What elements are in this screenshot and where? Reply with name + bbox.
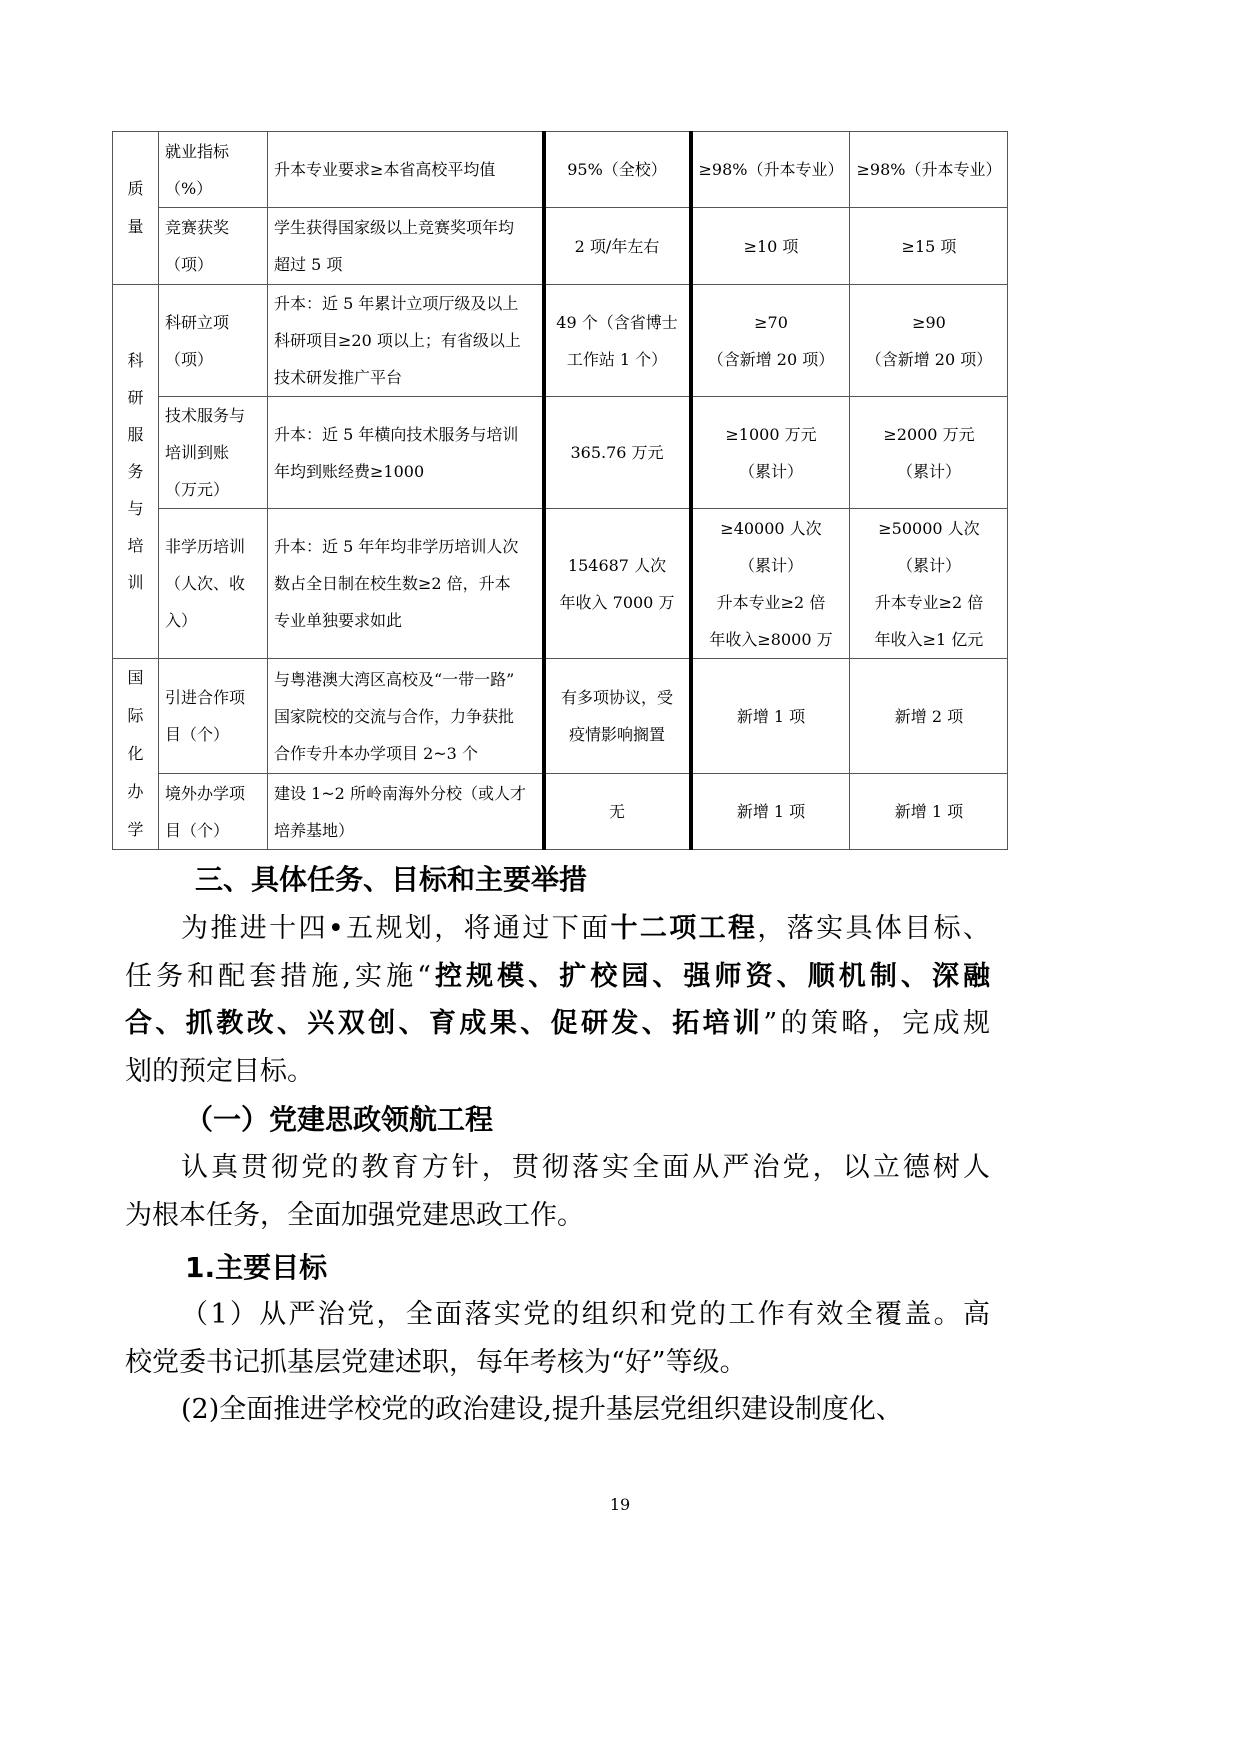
current-value-cell: [544, 132, 691, 208]
indicator-cell: [159, 509, 268, 659]
cell-line: ≥50000 人次: [878, 518, 980, 538]
current-value-cell: [544, 774, 691, 850]
category-cell: [113, 132, 159, 285]
bold-text: 合、抓教改、兴双创、育成果、促研发、拓培训: [125, 1008, 764, 1039]
text-line: [125, 1049, 990, 1088]
cell-line: 数占全日制在校生数≥2 倍，升本: [274, 574, 511, 593]
indicator-cell: [159, 774, 268, 850]
target-1-cell: [691, 509, 850, 659]
cell-line: 境外办学项: [165, 783, 246, 803]
cell-line: 年收入≥8000 万: [709, 629, 833, 649]
cell-line: 新增 1 项: [894, 802, 964, 821]
cell-line: 务: [127, 462, 144, 481]
cell-line: 合作专升本办学项目 2~3 个: [274, 743, 478, 763]
cell-line: 技术服务与: [165, 406, 246, 425]
cell-line: 49 个（含省博士: [556, 312, 678, 332]
cell-line: ≥98%（升本专业）: [856, 160, 1002, 179]
table-row: [113, 774, 1008, 850]
subsection-heading: （一）党建思政领航工程: [185, 1103, 494, 1136]
cell-line: 学生获得国家级以上竞赛奖项年均: [274, 218, 515, 237]
cell-line: 与粤港澳大湾区高校及“一带一路”: [274, 669, 515, 689]
cell-line: 365.76 万元: [570, 443, 664, 462]
cell-line: ≥10 项: [743, 236, 799, 256]
cell-line: ≥98%（升本专业）: [698, 160, 844, 179]
cell-line: 无: [608, 802, 625, 821]
current-value-cell: [544, 509, 691, 659]
bold-text: 十二项工程: [610, 913, 758, 944]
cell-line: 服: [127, 425, 144, 444]
text: 划的预定目标。: [125, 1055, 314, 1087]
table-row: [113, 208, 1008, 285]
cell-line: （累计）: [896, 461, 961, 481]
cell-line: 科研项目≥20 项以上；有省级以上: [274, 331, 521, 350]
requirement-cell: [268, 397, 544, 509]
cell-line: 工作站 1 个）: [566, 349, 668, 369]
table-row: [113, 509, 1008, 659]
target-1-cell: [691, 285, 850, 397]
requirement-cell: [268, 509, 544, 659]
cell-line: 升本专业要求≥本省高校平均值: [274, 160, 496, 179]
target-1-cell: [691, 774, 850, 850]
cell-line: 2 项/年左右: [574, 236, 660, 256]
cell-line: 化: [127, 744, 144, 763]
cell-line: （万元）: [165, 480, 230, 499]
cell-line: 非学历培训: [165, 537, 246, 556]
text-line: 为根本任务，全面加强党建思政工作。: [125, 1199, 584, 1231]
target-2-cell: [850, 285, 1008, 397]
text-line: (2)全面推进学校党的政治建设,提升基层党组织建设制度化、: [181, 1394, 903, 1425]
target-1-cell: [691, 132, 850, 208]
text-line: 校党委书记抓基层党建述职，每年考核为“好”等级。: [125, 1346, 747, 1378]
cell-line: 培训到账: [165, 443, 230, 462]
requirement-cell: [268, 774, 544, 850]
current-value-cell: [544, 285, 691, 397]
cell-line: （项）: [165, 349, 214, 369]
target-2-cell: [850, 132, 1008, 208]
cell-line: 学: [127, 820, 144, 839]
target-1-cell: [691, 397, 850, 509]
current-value-cell: [544, 208, 691, 285]
section-heading: 三、具体任务、目标和主要举措: [195, 863, 588, 896]
target-2-cell: [850, 397, 1008, 509]
indicator-table: [112, 131, 1008, 850]
cell-line: 入）: [165, 611, 198, 630]
indicator-cell: [159, 208, 268, 285]
cell-line: ≥40000 人次: [720, 518, 822, 538]
cell-line: 研: [127, 388, 144, 407]
cell-line: 科研立项: [165, 312, 230, 332]
cell-line: 升本专业≥2 倍: [874, 592, 984, 612]
cell-line: 办: [127, 782, 144, 801]
cell-line: 有多项协议，受: [560, 688, 673, 707]
table-row: [113, 397, 1008, 509]
text: 任务和配套措施,实施“: [125, 960, 431, 992]
target-1-cell: [691, 208, 850, 285]
cell-line: 与: [127, 499, 144, 518]
cell-line: 培: [127, 536, 144, 555]
cell-line: 国家院校的交流与合作，力争获批: [274, 706, 515, 726]
target-2-cell: [850, 659, 1008, 774]
cell-line: 超过 5 项: [274, 255, 343, 274]
cell-line: 升本：近 5 年横向技术服务与培训: [274, 424, 519, 444]
requirement-cell: [268, 208, 544, 285]
cell-line: （含新增 20 项）: [865, 349, 993, 369]
cell-line: 技术研发推广平台: [274, 368, 403, 387]
cell-line: （累计）: [738, 555, 803, 575]
text-line: 认真贯彻党的教育方针，贯彻落实全面从严治党，以立德树人: [181, 1152, 990, 1183]
cell-line: （含新增 20 项）: [707, 349, 835, 369]
indicator-cell: [159, 132, 268, 208]
indicator-cell: [159, 285, 268, 397]
cell-line: 国: [127, 668, 144, 687]
cell-line: 95%（全校）: [567, 160, 667, 179]
cell-line: 目（个）: [165, 725, 230, 744]
category-cell: [113, 285, 159, 659]
cell-line: ≥90: [912, 312, 946, 332]
cell-line: 年均到账经费≥1000: [274, 461, 425, 481]
cell-line: 升本专业≥2 倍: [716, 592, 826, 612]
target-2-cell: [850, 509, 1008, 659]
cell-line: 际: [127, 706, 144, 725]
text-line: [125, 954, 990, 993]
target-2-cell: [850, 208, 1008, 285]
cell-line: 科: [127, 351, 144, 370]
current-value-cell: [544, 397, 691, 509]
text-line: （1）从严治党，全面落实党的组织和党的工作有效全覆盖。高: [181, 1299, 990, 1330]
cell-line: 疫情影响搁置: [568, 725, 665, 744]
cell-line: 升本：近 5 年年均非学历培训人次: [274, 537, 519, 556]
cell-line: 年收入 7000 万: [559, 592, 675, 612]
cell-line: 竞赛获奖: [165, 218, 230, 237]
cell-line: （累计）: [896, 555, 961, 575]
cell-line: 质: [127, 179, 144, 198]
requirement-cell: [268, 132, 544, 208]
cell-line: ≥70: [754, 312, 788, 332]
text-line: [181, 906, 990, 945]
cell-line: 新增 2 项: [894, 706, 964, 726]
indicator-cell: [159, 397, 268, 509]
table-row: [113, 132, 1008, 208]
cell-line: 引进合作项: [165, 688, 246, 707]
cell-line: ≥1000 万元: [725, 424, 817, 444]
cell-line: （项）: [165, 255, 214, 274]
cell-line: （%）: [165, 178, 213, 198]
cell-line: 量: [127, 217, 144, 236]
cell-line: 154687 人次: [567, 555, 667, 575]
current-value-cell: [544, 659, 691, 774]
cell-line: 升本：近 5 年累计立项厅级及以上: [274, 294, 519, 313]
requirement-cell: [268, 285, 544, 397]
table-row: [113, 285, 1008, 397]
requirement-cell: [268, 659, 544, 774]
cell-line: 培养基地）: [274, 820, 355, 840]
cell-line: 就业指标: [165, 141, 230, 161]
cell-line: ≥15 项: [901, 236, 957, 256]
text: ”的策略，完成规: [763, 1008, 990, 1039]
page-number: 19: [609, 1495, 631, 1514]
table-row: [113, 659, 1008, 774]
cell-line: 新增 1 项: [736, 706, 806, 726]
cell-line: ≥2000 万元: [883, 424, 975, 444]
text: 为推进十四•五规划，将通过下面: [181, 913, 611, 944]
category-cell: [113, 659, 159, 850]
cell-line: 专业单独要求如此: [274, 611, 403, 630]
cell-line: 新增 1 项: [736, 802, 806, 821]
text: ，落实具体目标、: [757, 913, 990, 944]
cell-line: 目（个）: [165, 820, 230, 840]
cell-line: （累计）: [738, 461, 803, 481]
cell-line: 年收入≥1 亿元: [874, 629, 984, 649]
cell-line: 建设 1~2 所岭南海外分校（或人才: [274, 783, 526, 803]
target-2-cell: [850, 774, 1008, 850]
goals-heading: 1.主要目标: [185, 1251, 328, 1284]
cell-line: 训: [127, 573, 144, 592]
indicator-cell: [159, 659, 268, 774]
bold-text: 控规模、扩校园、强师资、顺机制、深融: [430, 960, 991, 992]
target-1-cell: [691, 659, 850, 774]
cell-line: （人次、收: [165, 574, 246, 593]
text-line: [125, 1001, 990, 1040]
